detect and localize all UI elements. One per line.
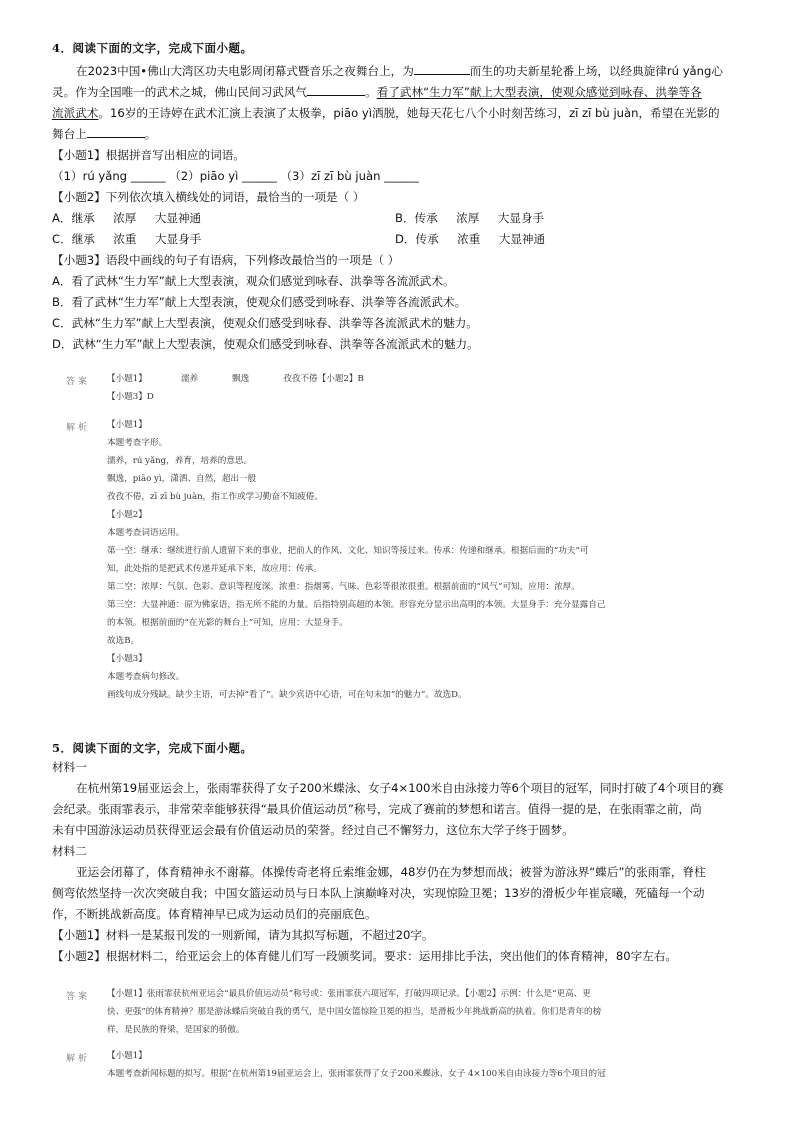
q4-analysis-line: 第一空：继承：继续进行前人遗留下来的事业，把前人的作风、文化、知识等接过来。传承：传递和继承。根据后面的“功夫”可 bbox=[107, 546, 589, 556]
q5-material-2-title: 材料二 bbox=[52, 844, 87, 858]
q5-subquestion-2: 【小题2】根据材料二，给亚运会上的体育健儿们写一段颁奖词。要求：运用排比手法，突出他们的体育精神，80字左右。 bbox=[52, 949, 678, 963]
q4-fix-option-a: A．看了武林“生力军”献上大型表演，观众们感觉到咏春、洪拳等各流派武术。 bbox=[52, 274, 455, 288]
question-5-heading: 5．阅读下面的文字，完成下面小题。 bbox=[52, 741, 253, 755]
q5-answer-line: 样，是民族的脊梁，是国家的骄傲。 bbox=[107, 1025, 245, 1035]
q4-analysis-line: 画线句成分残缺。缺少主语，可去掉“看了”。缺少宾语中心语，可在句末加“的魅力”。故选D。 bbox=[107, 690, 467, 700]
q4-subquestion-1-items: （1）rú yǎng ______ （2）piāo yì ______ （3）zī zī bù juàn ______ bbox=[52, 169, 419, 183]
q5-material-1-line: 在杭州第19届亚运会上，张雨霏获得了女子200米蝶泳、女子4×100米自由泳接力等6个项目的冠军，同时打破了4个项目的赛 bbox=[76, 781, 724, 795]
q4-analysis-line: 第三空：大显神通：原为佛家语，指无所不能的力量。后指特别高超的本领。形容充分显示出高明的本领。大显身手：充分显露自己 bbox=[107, 600, 606, 610]
q4-analysis-line: 【小题3】 bbox=[107, 654, 147, 664]
q4-analysis-line: 本题考查词语运用。 bbox=[107, 528, 185, 538]
q4-analysis-line: 【小题1】 bbox=[107, 420, 147, 430]
q4-analysis-line: 孜孜不倦，zī zī bù juàn，指工作或学习勤奋不知疲倦。 bbox=[107, 492, 323, 502]
q4-subquestion-3: 【小题3】语段中画线的句子有语病，下列修改最恰当的一项是（ ） bbox=[52, 253, 400, 267]
q4-passage-line-1: 在2023中国•佛山大湾区功夫电影周闭幕式暨音乐之夜舞台上，为 而生的功夫新星轮番上场，以经典旋律rú yǎng心 bbox=[76, 64, 723, 78]
q5-subquestion-1: 【小题1】材料一是某报刊发的一则新闻，请为其拟写标题，不超过20字。 bbox=[52, 928, 434, 942]
q4-analysis-line: 【小题2】 bbox=[107, 510, 147, 520]
q4-option-c: C．继承 浓重 大显身手 bbox=[52, 232, 202, 246]
q4-passage-line-2: 灵。作为全国唯一的武术之城，佛山民间习武风气 。看了武林“生力军”献上大型表演，使观众感觉到咏春、洪拳等各 bbox=[52, 85, 702, 99]
q5-material-1-line: 会纪录。张雨霏表示，非常荣幸能够获得“最具价值运动员”称号，完成了赛前的梦想和诺言。值得一提的是，在张雨霏之前，尚 bbox=[52, 802, 702, 816]
q4-subquestion-2: 【小题2】下列依次填入横线处的词语，最恰当的一项是（ ） bbox=[52, 190, 365, 204]
q5-analysis-label: 解析 bbox=[66, 1054, 91, 1064]
q4-answer-line-1: 【小题1】 濡养 飘逸 孜孜不倦【小题2】B bbox=[107, 374, 364, 384]
q4-analysis-line: 飘逸，piāo yì，潇洒、自然，超出一般 bbox=[107, 474, 257, 484]
q4-analysis-line: 本题考查字形。 bbox=[107, 438, 168, 448]
q4-subquestion-1: 【小题1】根据拼音写出相应的词语。 bbox=[52, 148, 245, 162]
q4-option-b: B．传承 浓厚 大显身手 bbox=[395, 211, 545, 225]
q4-option-a: A．继承 浓厚 大显神通 bbox=[52, 211, 202, 225]
q4-analysis-line: 濡养，rú yǎng，养育，培养的意思。 bbox=[107, 456, 253, 466]
q5-answer-label: 答案 bbox=[66, 992, 91, 1002]
q5-analysis-line: 【小题1】 bbox=[107, 1051, 147, 1061]
q4-analysis-line: 知，此处指的是把武术传递并延承下来，故应用：传承。 bbox=[107, 564, 322, 574]
q4-passage-line-4: 舞台上 。 bbox=[52, 127, 157, 141]
q4-answer-line-2: 【小题3】D bbox=[107, 392, 154, 402]
q4-analysis-line: 本题考查病句修改。 bbox=[107, 672, 185, 682]
q5-material-1-title: 材料一 bbox=[52, 760, 87, 774]
q4-fix-option-d: D．武林“生力军”献上大型表演，使观众们感受到咏春、洪拳等各流派武术的魅力。 bbox=[52, 337, 479, 351]
question-4-heading: 4．阅读下面的文字，完成下面小题。 bbox=[52, 41, 253, 55]
q5-material-2-line: 亚运会闭幕了，体育精神永不谢幕。体操传奇老将丘索维金娜，48岁仍在为梦想而战；被誉为游泳界“蝶后”的张雨霏，脊柱 bbox=[76, 865, 706, 879]
q5-material-2-line: 侧弯依然坚持一次次突破自我；中国女篮运动员与日本队上演巅峰对决，实现惊险卫冕；13岁的滑板少年崔宸曦，死磕每一个动 bbox=[52, 886, 705, 900]
q5-analysis-line: 本题考查新闻标题的拟写。根据“在杭州第19届亚运会上，张雨霏获得了女子200米蝶泳、女子 4×100米自由泳接力等6个项目的冠 bbox=[107, 1069, 606, 1079]
q4-analysis-line: 的本领。根据前面的“在光影的舞台上”可知，应用：大显身手。 bbox=[107, 618, 348, 628]
q4-analysis-line: 故选B。 bbox=[107, 636, 140, 646]
q4-answer-label: 答案 bbox=[66, 377, 91, 387]
q4-passage-line-3: 流派武术。16岁的王诗婷在武术汇演上表演了太极拳，piāo yì洒脱，她每天花七八个小时刻苦练习，zī zī bù juàn，希望在光影的 bbox=[52, 106, 720, 120]
q4-fix-option-b: B．看了武林“生力军”献上大型表演，使观众们感受到咏春、洪拳等各流派武术。 bbox=[52, 295, 467, 309]
q5-material-2-line: 作，不断挑战新高度。体育精神早已成为运动员们的亮丽底色。 bbox=[52, 907, 377, 921]
q4-option-d: D．传承 浓重 大显神通 bbox=[395, 232, 546, 246]
q4-fix-option-c: C．武林“生力军”献上大型表演，使观众们感受到咏春、洪拳等各流派武术的魅力。 bbox=[52, 316, 478, 330]
q4-analysis-line: 第二空：浓厚：气氛、色彩、意识等程度深。浓重：指烟雾、气味、色彩等很浓很重。根据前面的“风气”可知，应用：浓厚。 bbox=[107, 582, 580, 592]
q5-material-1-line: 未有中国游泳运动员获得亚运会最有价值运动员的荣誉。经过自己不懈努力，这位东大学子终于圆梦。 bbox=[52, 823, 574, 837]
q5-answer-line: 【小题1】张雨霏获杭州亚运会“最具价值运动员”称号或：张雨霏获六项冠军，打破四项记录。【小题2】示例：什么是“更高、更 bbox=[107, 989, 591, 999]
q4-analysis-label: 解析 bbox=[66, 423, 91, 433]
q5-answer-line: 快、更强”的体育精神？那是游泳蝶后突破自我的勇气，是中国女篮惊险卫冕的担当，是滑板少年挑战新高的执着。你们是青年的榜 bbox=[107, 1007, 602, 1017]
